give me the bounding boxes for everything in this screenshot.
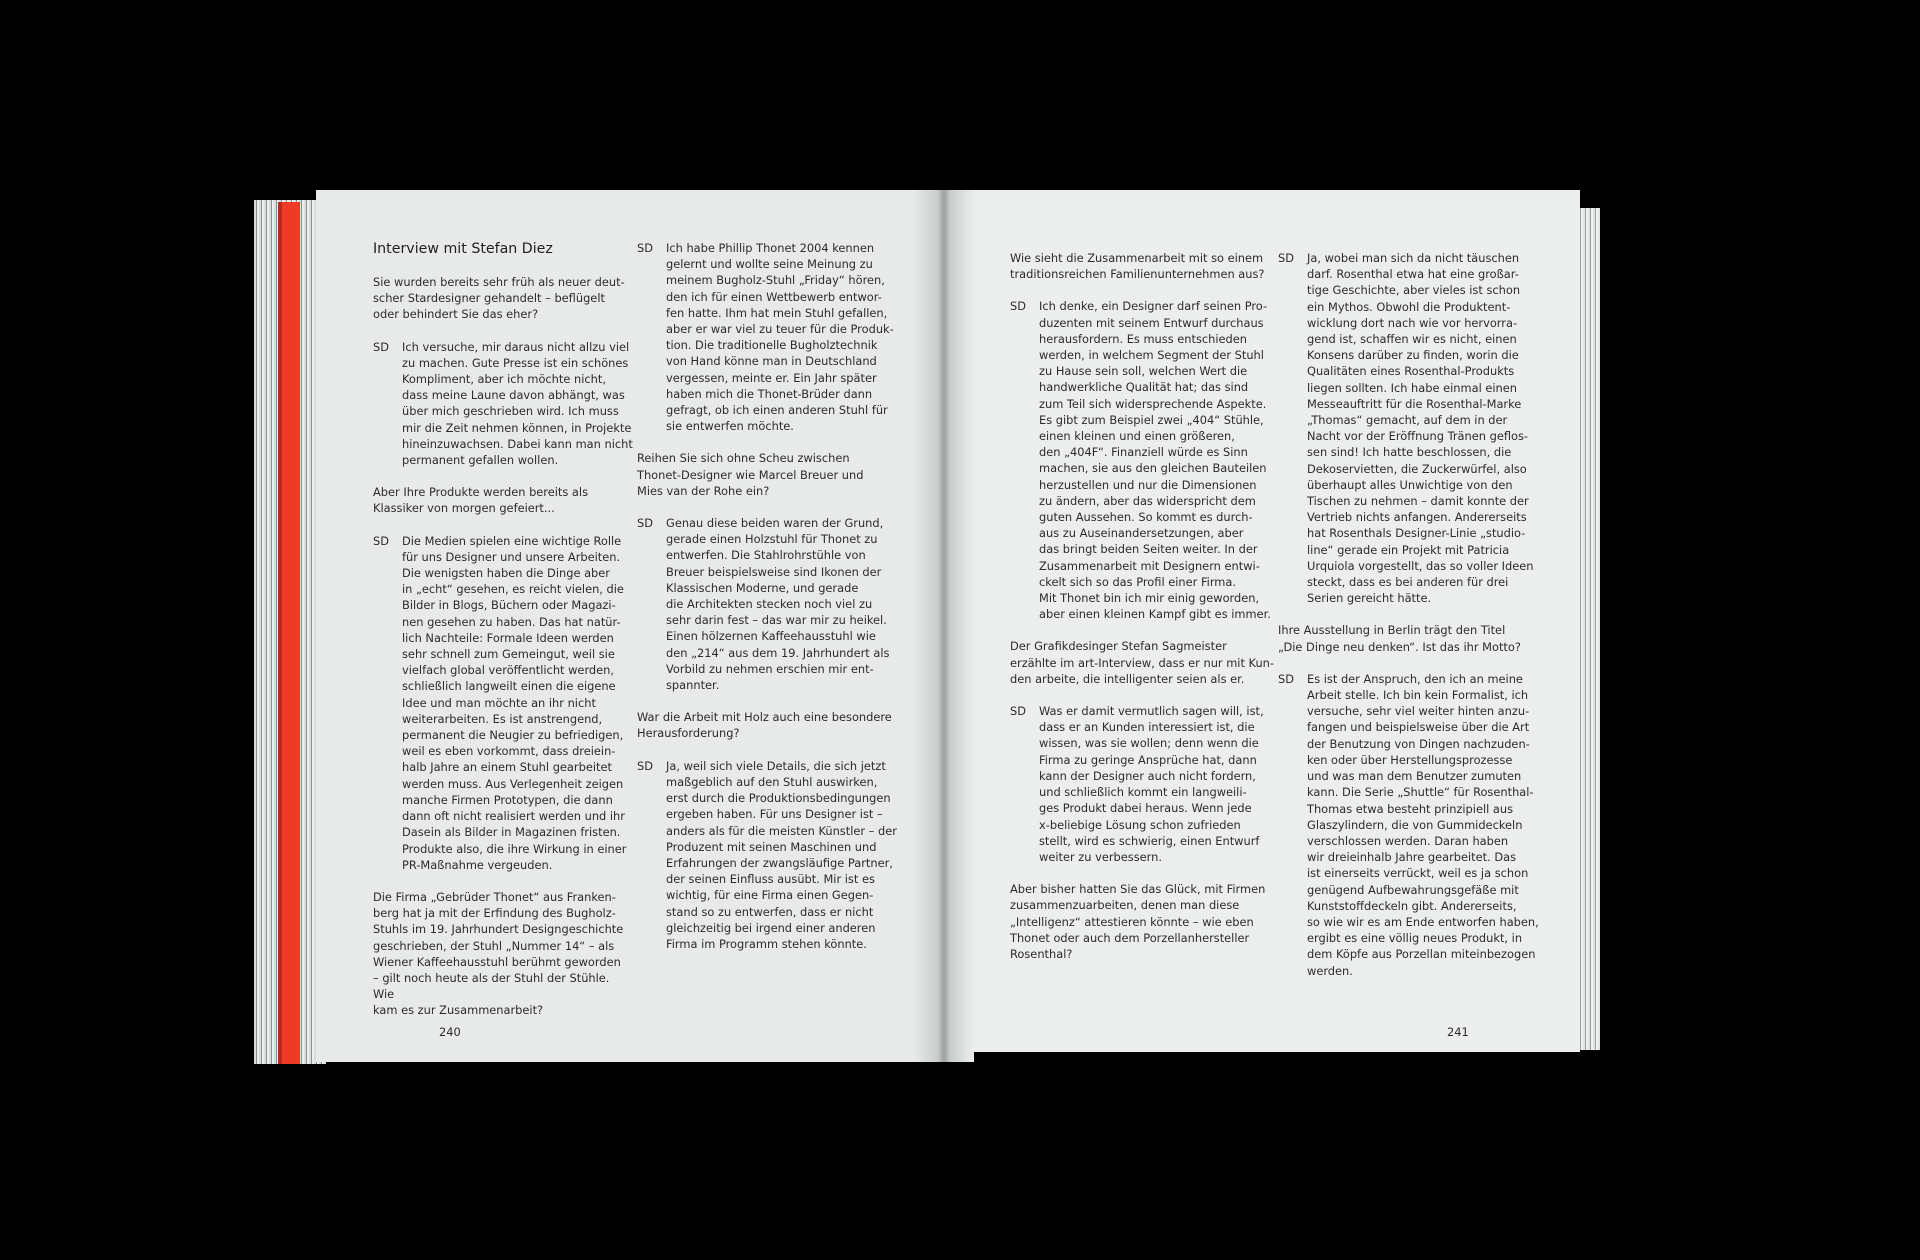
interview-question: Reihen Sie sich ohne Scheu zwischen Thonet-Designer wie Marcel Breuer und Mies van der Rohe ein? <box>637 451 864 498</box>
interview-answer <box>1010 298 1280 622</box>
speaker-label: SD <box>637 516 654 531</box>
interview-question: Wie sieht die Zusammenarbeit mit so einem traditionsreichen Familienunternehmen aus? <box>1010 251 1265 282</box>
answer-text: Es ist der Anspruch, den ich an meine Arbeit stelle. Ich bin kein Formalist, ich versuche, sehr viel weiter hinten anzu- fangen und beispielsweise über die Art der Benutzung von Dingen nachzuden- ken oder über Herstellungsprozesse und was man dem Benutzer zumuten kann. Die Serie „Shuttle“ für Rosenthal- Thomas etwa besteht prinzipiell aus Glaszylindern, die von Gummideckeln verschlossen werden. Daran haben wir dreieinhalb Jahre gearbeitet. Das ist einerseits verrückt, weil es ja schon genügend Aufbewahrungsgefäße mit Kunststoffdeckeln gibt. Andererseits, so wie wir es am Ende entworfen haben, ergibt es eine völlig neues Produkt, in dem Köpfe aus Porzellan miteinbezogen werden. <box>1307 671 1539 978</box>
answer-text: Genau diese beiden waren der Grund, gerade einen Holzstuhl für Thonet zu entwerfen. Die Stahlrohrstühle von Breuer beispielsweise sind Ikonen der Klassischen Moderne, und gerade die Architekten stecken noch viel zu sehr darin fest – das war mir zu heikel. Einen hölzernen Kaffeehausstuhl wie den „214“ aus dem 19. Jahrhundert als Vorbild zu nehmen erschien mir ent- spannter. <box>666 516 890 693</box>
answer-text: Ich denke, ein Designer darf seinen Pro- duzenten mit seinem Entwurf durchaus herausfordern. Es muss entschieden werden, in welchem Segment der Stuhl zu Hause sein soll, welchen Wert die handwerkliche Qualität hat; das sind zum Teil sich widersprechende Aspekte. Es gibt zum Beispiel zwei „404“ Stühle, einen kleinen und einen größeren, den „404F“. Finanziell würde es Sinn machen, sie aus den gleichen Bauteilen herzustellen und nur die Dimensionen zu ändern, aber das widerspricht dem guten Aussehen. So kommt es durch- aus zu Auseinandersetzungen, aber das bringt beiden Seiten weiter. In der Zusammenarbeit mit Designern entwi- ckelt sich so das Profil einer Firma. Mit Thonet bin ich mir einig geworden, aber einen kleinen Kampf gibt es immer. <box>1039 299 1271 622</box>
right-page-column-2 <box>1278 250 1548 995</box>
page-edges-right <box>1578 208 1600 1050</box>
interview-question: Der Grafikdesinger Stefan Sagmeister erzählte im art-Interview, dass er nur mit Kun- den arbeite, die intelligenter seien als er. <box>1010 639 1275 686</box>
interview-answer <box>1278 250 1548 606</box>
interview-answer <box>1010 703 1280 865</box>
answer-text: Was er damit vermutlich sagen will, ist, dass er an Kunden interessiert ist, die wissen, was sie wollen; denn wenn die Firma zu geringe Ansprüche hat, dann kann der Designer auch nicht fordern, und schließlich kommt ein langweili- ges Produkt dabei heraus. Wenn jede x-beliebige Lösung schon zufrieden stellt, wird es schwierig, einen Entwurf weiter zu verbessern. <box>1039 704 1264 864</box>
speaker-label: SD <box>637 758 654 773</box>
page-title: Interview mit Stefan Diez <box>373 241 553 257</box>
interview-answer <box>373 533 633 873</box>
interview-question: Aber bisher hatten Sie das Glück, mit Firmen zusammenzuarbeiten, denen man diese „Intelligenz“ attestieren könnte – wie eben Thonet oder auch dem Porzellanhersteller Rosenthal? <box>1010 882 1266 961</box>
speaker-label: SD <box>1278 251 1295 265</box>
interview-answer <box>637 758 907 952</box>
speaker-label: SD <box>637 241 654 255</box>
speaker-label: SD <box>1278 671 1295 686</box>
speaker-label: SD <box>373 533 390 548</box>
right-page-column-1 <box>1010 250 1280 978</box>
interview-question: Ihre Ausstellung in Berlin trägt den Titel „Die Dinge neu denken“. Ist das ihr Motto? <box>1278 623 1521 654</box>
speaker-label: SD <box>373 339 390 354</box>
interview-answer <box>637 515 907 693</box>
page-number-left: 240 <box>439 1025 461 1039</box>
answer-text: Die Medien spielen eine wichtige Rolle für uns Designer und unsere Arbeiten. Die wenigsten haben die Dinge aber in „echt“ gesehen, es reicht vielen, die Bilder in Blogs, Büchern oder Magazi- nen gesehen zu haben. Das hat natür- lich Nachteile: Formale Ideen werden sehr schnell zum Gemeingut, weil sie vielfach global veröffentlicht werden, schließlich langweilt einen die eigene Idee und man möchte an ihr nicht weiterarbeiten. Es ist anstrengend, permanent die Neugier zu befriedigen, weil es eben vorkommt, dass dreiein- halb Jahre an einem Stuhl gearbeitet werden muss. Aus Verlegenheit zeigen manche Firmen Prototypen, die dann dann oft nicht realisiert werden und ihr Dasein als Bilder in Magazinen fristen. Produkte also, die ihre Wirkung in einer PR-Maßnahme vergeuden. <box>402 533 627 872</box>
interview-question: Die Firma „Gebrüder Thonet“ aus Franken- berg hat ja mit der Erfindung des Bugholz- Stuhls im 19. Jahrhundert Designgeschichte geschrieben, der Stuhl „Nummer 14“ – als Wiener Kaffeehausstuhl berühmt geworden – gilt noch heute als der Stuhl der Stühle. Wie kam es zur Zusammenarbeit? <box>373 889 624 1018</box>
answer-text: Ja, wobei man sich da nicht täuschen darf. Rosenthal etwa hat eine großar- tige Geschichte, aber vieles ist schon ein Mythos. Obwohl die Produktent- wicklung dort nach wie vor hervorra- gend ist, schaffen wir es nicht, einen Konsens darüber zu finden, worin die Qualitäten eines Rosenthal-Produkts liegen sollten. Ich habe einmal einen Messeauftritt für die Rosenthal-Marke „Thomas“ gemacht, auf dem in der Nacht vor der Eröffnung Tränen geflos- sen sind! Ich hatte beschlossen, die Dekoservietten, die Zuckerwürfel, also überhaupt alles Unwichtige von den Tischen zu nehmen – damit konnte der Vertrieb nichts anfangen. Andererseits hat Rosenthals Designer-Linie „studio- line“ gerade ein Projekt mit Patricia Urquiola vorgestellt, das so voller Ideen steckt, dass es bei anderen für drei Serien gereicht hätte. <box>1307 251 1534 606</box>
answer-text: Ja, weil sich viele Details, die sich jetzt maßgeblich auf den Stuhl auswirken, erst durch die Produktionsbedingungen ergeben haben. Für uns Designer ist – anders als für die meisten Künstler – der Produzent mit seinen Maschinen und Erfahrungen der zwangsläufige Partner, der seinen Einfluss ausübt. Mir ist es wichtig, für eine Firma einen Gegen- stand so zu entwerfen, dass er nicht gleichzeitig bei irgend einer anderen Firma im Programm stehen könnte. <box>666 758 897 951</box>
interview-answer <box>373 339 633 469</box>
left-page-column-2 <box>637 240 907 968</box>
red-section-edge <box>282 202 300 1064</box>
book-gutter <box>914 190 974 1062</box>
interview-question: War die Arbeit mit Holz auch eine besondere Herausforderung? <box>637 710 892 741</box>
page-number-right: 241 <box>1447 1025 1469 1039</box>
interview-answer <box>637 240 907 434</box>
speaker-label: SD <box>1010 704 1027 719</box>
answer-text: Ich habe Phillip Thonet 2004 kennen gelernt und wollte seine Meinung zu meinem Bugholz-Stuhl „Friday“ hören, den ich für einen Wettbewerb entwor- fen hatte. Ihm hat mein Stuhl gefallen, aber er war viel zu teuer für die Produk- tion. Die traditionelle Bugholztechnik von Hand könne man in Deutschland vergessen, meinte er. Ein Jahr später haben mich die Thonet-Brüder dann gefragt, ob ich einen anderen Stuhl für sie entwerfen möchte. <box>666 241 894 434</box>
left-page-column-1 <box>373 240 633 1035</box>
open-book <box>254 190 1600 1070</box>
speaker-label: SD <box>1010 299 1027 314</box>
answer-text: Ich versuche, mir daraus nicht allzu viel zu machen. Gute Presse ist ein schönes Kompliment, aber ich möchte nicht, dass meine Laune davon abhängt, was über mich geschrieben wird. Ich muss mir die Zeit nehmen können, in Projekte hineinzuwachsen. Dabei kann man nicht permanent gefallen wollen. <box>402 339 633 468</box>
interview-answer <box>1278 671 1548 979</box>
interview-question: Aber Ihre Produkte werden bereits als Klassiker von morgen gefeiert... <box>373 485 589 516</box>
interview-question: Sie wurden bereits sehr früh als neuer deut- scher Stardesigner gehandelt – beflügelt oder behindert Sie das eher? <box>373 275 625 322</box>
